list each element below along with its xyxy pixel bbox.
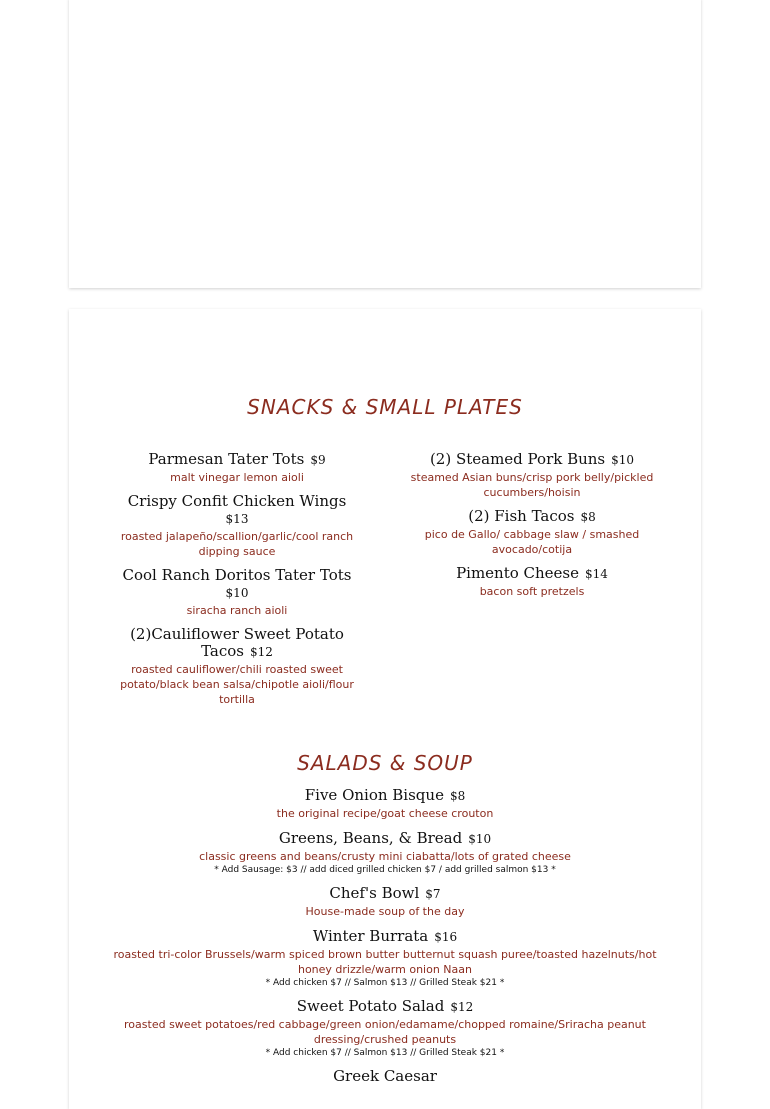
menu-item	[109, 928, 661, 989]
item-description: malt vinegar lemon aioli	[170, 471, 304, 484]
item-description: House-made soup of the day	[305, 905, 465, 918]
item-price: $12	[450, 1000, 474, 1014]
snacks-right-column	[407, 451, 657, 607]
item-name: Greek Caesar	[333, 1067, 437, 1085]
item-description: bacon soft pretzels	[479, 585, 585, 598]
item-price: $10	[611, 453, 635, 467]
menu-item	[109, 830, 661, 876]
menu-item	[109, 885, 661, 919]
item-note: * Add chicken $7 // Salmon $13 // Grilled Steak $21 *	[265, 1048, 505, 1058]
item-description: siracha ranch aioli	[186, 604, 288, 617]
menu-item	[112, 626, 362, 707]
menu-page-card	[69, 309, 701, 1109]
item-description: roasted cauliflower/chili roasted sweet potato/black bean salsa/chipotle aioli/flour tortilla	[120, 663, 354, 706]
item-description: the original recipe/goat cheese crouton	[276, 807, 494, 820]
salads-column	[109, 787, 661, 1094]
item-name: Crispy Confit Chicken Wings	[127, 492, 347, 510]
menu-item	[109, 787, 661, 821]
item-price: $10	[468, 832, 492, 846]
menu-item	[112, 493, 362, 559]
item-description: classic greens and beans/crusty mini ciabatta/lots of grated cheese	[199, 850, 571, 863]
item-name: (2)Cauliflower Sweet Potato Tacos	[130, 625, 344, 660]
menu-item	[407, 565, 657, 599]
item-price: $7	[425, 887, 441, 901]
item-note: * Add Sausage: $3 // add diced grilled chicken $7 / add grilled salmon $13 *	[214, 865, 556, 875]
menu-item	[407, 508, 657, 557]
item-description: steamed Asian buns/crisp pork belly/pickled cucumbers/hoisin	[410, 471, 654, 499]
item-price: $16	[434, 930, 458, 944]
item-name: (2) Steamed Pork Buns	[429, 450, 606, 468]
salads-section-title: SALADS & SOUP	[297, 751, 473, 775]
item-price: $8	[580, 510, 596, 524]
item-name: Pimento Cheese	[456, 564, 580, 582]
item-price: $8	[449, 789, 466, 803]
item-price: $14	[585, 567, 608, 581]
item-price: $12	[250, 645, 273, 659]
menu-item	[109, 1068, 661, 1085]
menu-item	[407, 451, 657, 500]
snacks-section-title: SNACKS & SMALL PLATES	[247, 395, 523, 419]
item-note: * Add chicken $7 // Salmon $13 // Grilled Steak $21 *	[265, 978, 505, 988]
item-name: Winter Burrata	[312, 927, 429, 945]
item-name: Parmesan Tater Tots	[148, 450, 305, 468]
item-name: Cool Ranch Doritos Tater Tots	[122, 566, 352, 584]
item-description: roasted tri-color Brussels/warm spiced brown butter butternut squash puree/toasted hazelnuts/hot honey drizzle/warm onion Naan	[113, 948, 657, 976]
item-description: pico de Gallo/ cabbage slaw / smashed avocado/cotija	[424, 528, 640, 556]
item-description: roasted jalapeño/scallion/garlic/cool ranch dipping sauce	[120, 530, 354, 558]
item-price: $13	[225, 512, 249, 526]
item-description: roasted sweet potatoes/red cabbage/green onion/edamame/chopped romaine/Sriracha peanut dressing/crushed peanuts	[124, 1018, 646, 1046]
snacks-left-column	[112, 451, 362, 715]
item-name: Five Onion Bisque	[304, 786, 444, 804]
previous-page-card	[69, 0, 701, 288]
item-name: Chef's Bowl	[329, 884, 420, 902]
item-name: (2) Fish Tacos	[468, 507, 575, 525]
menu-item	[109, 998, 661, 1059]
item-price: $9	[310, 453, 326, 467]
menu-item	[112, 567, 362, 618]
item-name: Sweet Potato Salad	[296, 997, 445, 1015]
item-price: $10	[225, 586, 249, 600]
menu-item	[112, 451, 362, 485]
item-name: Greens, Beans, & Bread	[278, 829, 463, 847]
